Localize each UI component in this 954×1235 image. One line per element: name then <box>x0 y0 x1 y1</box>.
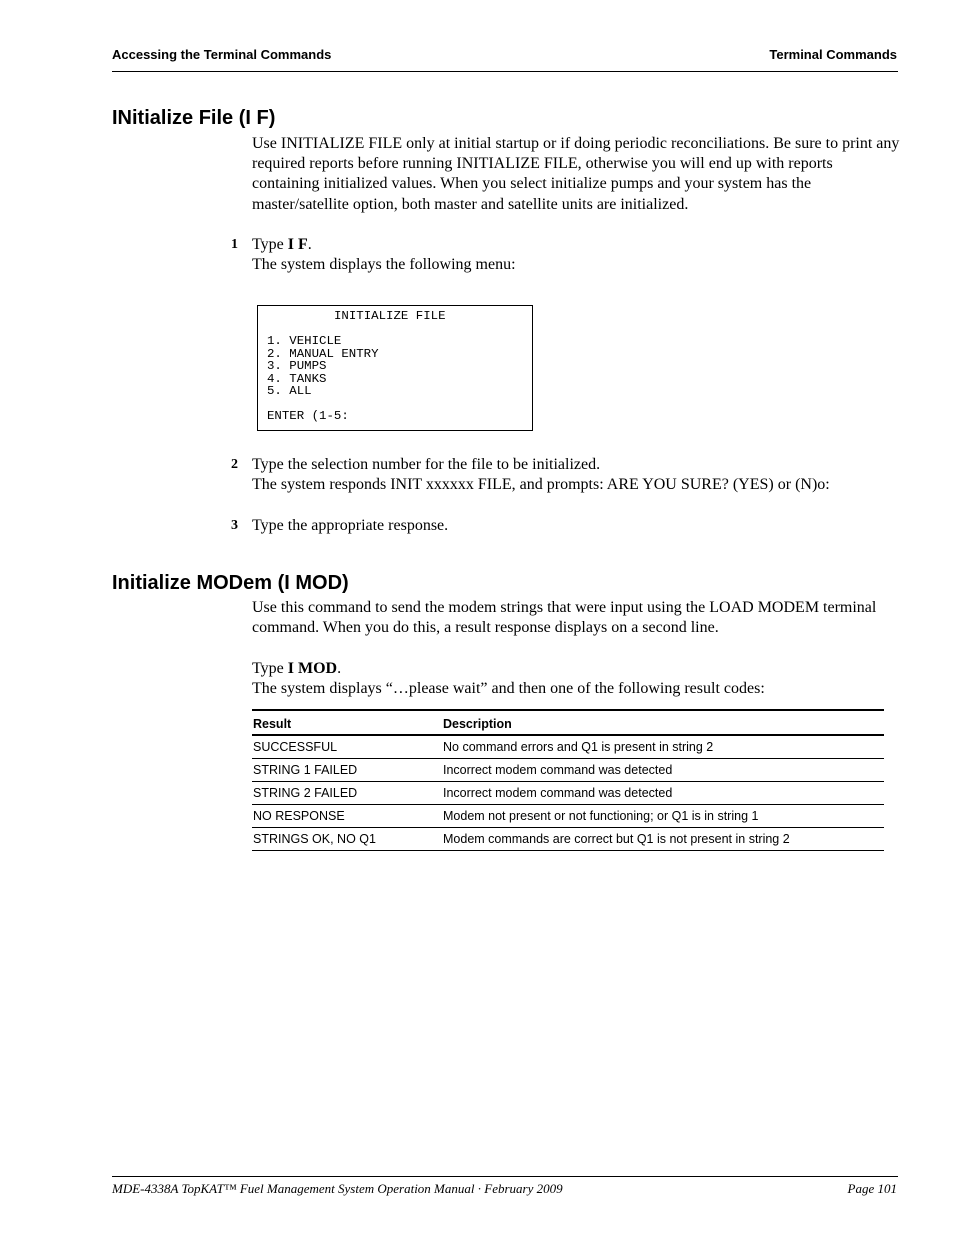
result-cell: STRING 2 FAILED <box>252 782 442 805</box>
table-row <box>252 759 884 782</box>
step-1-line2: The system displays the following menu: <box>252 256 516 274</box>
menu-prompt: ENTER (1-5: <box>267 409 349 423</box>
menu-item: 5. ALL <box>267 384 312 398</box>
step-1-text <box>252 235 900 275</box>
section2-paragraph: Use this command to send the modem strings that were input using the LOAD MODEM terminal command. When you do this, a result response displays on a second line. <box>252 599 877 637</box>
description-cell: Incorrect modem command was detected <box>442 759 884 782</box>
footer-rule <box>112 1176 898 1177</box>
table-header-row <box>252 710 884 735</box>
section-title-initialize-modem: Initialize MODem (I MOD) <box>112 572 349 594</box>
type-imod-command: I MOD <box>287 660 338 677</box>
result-cell: STRING 1 FAILED <box>252 759 442 782</box>
description-cell: Incorrect modem command was detected <box>442 782 884 805</box>
step-1-line1 <box>252 235 900 255</box>
step-number-2: 2 <box>231 457 238 472</box>
initialize-file-menu <box>257 305 533 431</box>
step-2-line2: The system responds INIT xxxxxx FILE, and prompts: ARE YOU SURE? (YES) or (N)o: <box>252 476 830 494</box>
step-1-command: I F <box>287 236 308 253</box>
header-rule <box>112 71 898 72</box>
result-cell: SUCCESSFUL <box>252 735 442 759</box>
page-number: Page 101 <box>847 1181 897 1196</box>
step-2-line1: Type the selection number for the file to be initialized. <box>252 456 601 473</box>
type-imod-prefix: Type <box>252 660 288 677</box>
step-2-text <box>252 455 900 495</box>
step-1-prefix: Type <box>252 236 288 253</box>
step-3-text: Type the appropriate response. <box>252 517 449 534</box>
menu-title: INITIALIZE FILE <box>334 309 446 323</box>
menu-item: 3. PUMPS <box>267 359 327 373</box>
column-header-result: Result <box>252 710 442 735</box>
type-imod-line2: The system displays “…please wait” and then one of the following result codes: <box>252 680 765 698</box>
type-imod-suffix: . <box>337 660 342 677</box>
table-row <box>252 735 884 759</box>
description-cell: Modem not present or not functioning; or Q1 is in string 1 <box>442 805 884 828</box>
footer-document-title: MDE-4338A TopKAT™ Fuel Management System Operation Manual · February 2009 <box>112 1181 563 1196</box>
step-number-1: 1 <box>231 237 238 252</box>
step-1-suffix: . <box>307 236 312 253</box>
section-title-initialize-file: INitialize File (I F) <box>112 107 276 129</box>
table-row <box>252 828 884 851</box>
table-row <box>252 782 884 805</box>
running-header-left: Accessing the Terminal Commands <box>112 47 332 62</box>
result-cell: STRINGS OK, NO Q1 <box>252 828 442 851</box>
step-number-3: 3 <box>231 518 238 533</box>
description-cell: Modem commands are correct but Q1 is not present in string 2 <box>442 828 884 851</box>
menu-item: 4. TANKS <box>267 371 327 386</box>
description-cell: No command errors and Q1 is present in string 2 <box>442 735 884 759</box>
menu-item: 1. VEHICLE <box>267 334 342 348</box>
result-cell: NO RESPONSE <box>252 805 442 828</box>
table-row <box>252 805 884 828</box>
section1-paragraph: Use INITIALIZE FILE only at initial startup or if doing periodic reconciliations. Be sure to print any required reports before running INITIALIZE FILE, otherwise you will end up with reports containing initialized values. When you select initialize pumps and your system has the master/satellite option, both master and satellite units are initialized. <box>252 135 900 213</box>
result-codes-table <box>252 709 884 851</box>
running-header-right: Terminal Commands <box>769 47 897 62</box>
menu-item: 2. MANUAL ENTRY <box>267 346 379 361</box>
type-imod-line1 <box>252 659 900 679</box>
type-imod-text <box>252 659 900 699</box>
column-header-description: Description <box>442 710 884 735</box>
